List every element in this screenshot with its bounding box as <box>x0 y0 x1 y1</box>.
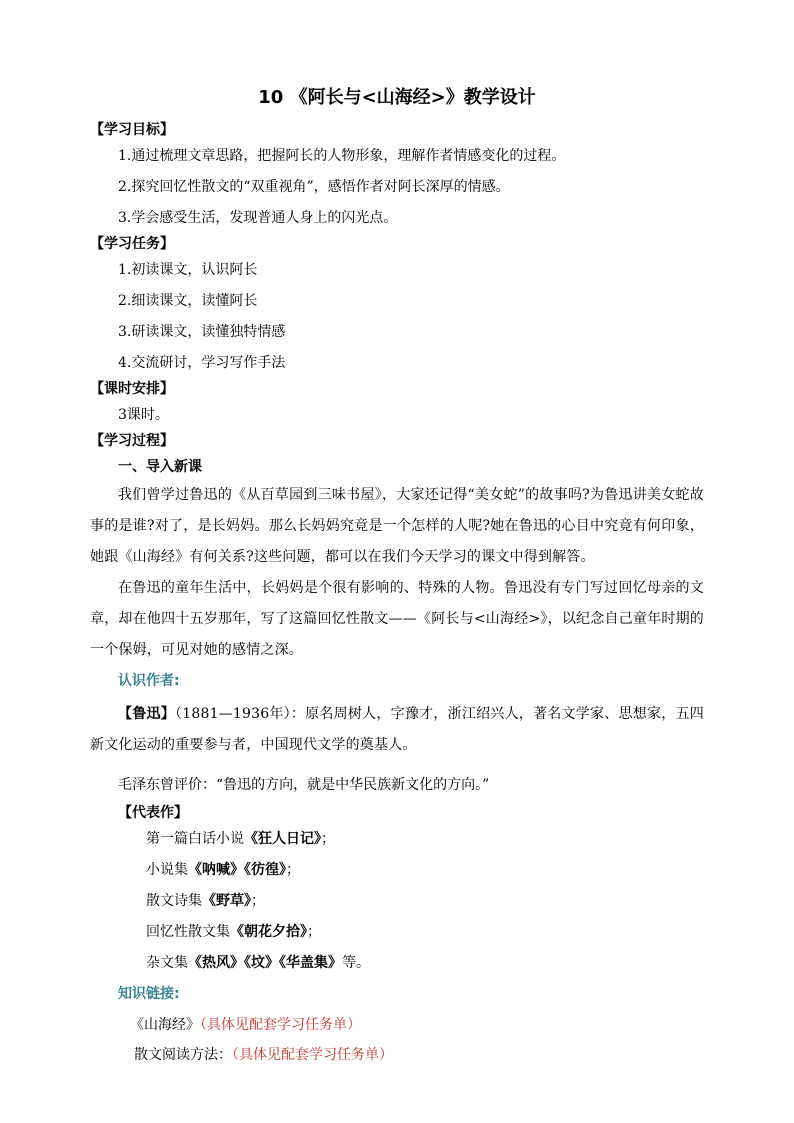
works-item: 第一篇白话小说《狂人日记》； <box>146 831 335 847</box>
works-item: 杂文集《热风》《坟》《华盖集》等。 <box>146 955 370 971</box>
intro-paragraph-2: 在鲁迅的童年生活中，长妈妈是个很有影响的、特殊的人物。鲁迅没有专门写过回忆母亲的文章，却在他四十五岁那年，写了这篇回忆性散文——《阿长与<山海经>》，以纪念自己童年时期的一个保姆，可见对她的感情之深。 <box>90 580 704 658</box>
tasks-heading: 【学习任务】 <box>90 236 174 252</box>
task-item: 2.细读课文，读懂阿长 <box>118 293 258 309</box>
link-item-reading-method: 散文阅读方法：（具体见配套学习任务单） <box>134 1047 393 1063</box>
mao-quote: 毛泽东曾评价：“鲁迅的方向，就是中华民族新文化的方向。” <box>118 777 490 793</box>
intro-heading: 一、导入新课 <box>118 459 202 475</box>
author-bio <box>90 699 704 761</box>
task-item: 1.初读课文，认识阿长 <box>118 262 258 278</box>
works-item: 回忆性散文集《朝花夕拾》； <box>146 924 321 940</box>
works-item: 小说集《呐喊》《彷徨》； <box>146 862 300 878</box>
process-heading: 【学习过程】 <box>90 433 174 449</box>
goal-item: 2.探究回忆性散文的“双重视角”，感悟作者对阿长深厚的情感。 <box>118 179 510 195</box>
works-heading: 【代表作】 <box>118 805 188 821</box>
schedule-text: 3课时。 <box>118 407 169 423</box>
task-item: 3.研读课文，读懂独特情感 <box>118 324 286 340</box>
goal-item: 1.通过梳理文章思路，把握阿长的人物形象，理解作者情感变化的过程。 <box>118 148 566 164</box>
author-heading: 认识作者: <box>118 673 180 689</box>
schedule-heading: 【课时安排】 <box>90 381 174 397</box>
page-title: 10 《阿长与<山海经>》教学设计 <box>258 87 536 108</box>
goals-heading: 【学习目标】 <box>90 122 174 138</box>
task-item: 4.交流研讨，学习写作手法 <box>118 355 286 371</box>
works-item: 散文诗集《野草》； <box>146 893 265 909</box>
goal-item: 3.学会感受生活，发现普通人身上的闪光点。 <box>118 210 398 226</box>
author-bio-text: （1881—1936年）：原名周树人，字豫才，浙江绍兴人，著名文学家、思想家，五四新文化运动的重要参与者，中国现代文学的奠基人。 <box>90 706 704 753</box>
intro-paragraph-1: 我们曾学过鲁迅的《从百草园到三味书屋》，大家还记得“美女蛇”的故事吗?为鲁迅讲美女蛇故事的是谁?对了，是长妈妈。那么长妈妈究竟是一个怎样的人呢?她在鲁迅的心目中究竟有何印象，她跟《山海经》有何关系?这些问题，都可以在我们今天学习的课文中得到解答。 <box>90 487 704 565</box>
link-item-shanhaijing: 《山海经》（具体见配套学习任务单） <box>130 1017 361 1033</box>
author-name-label: 【鲁迅】 <box>118 706 175 722</box>
links-heading: 知识链接: <box>118 986 180 1002</box>
